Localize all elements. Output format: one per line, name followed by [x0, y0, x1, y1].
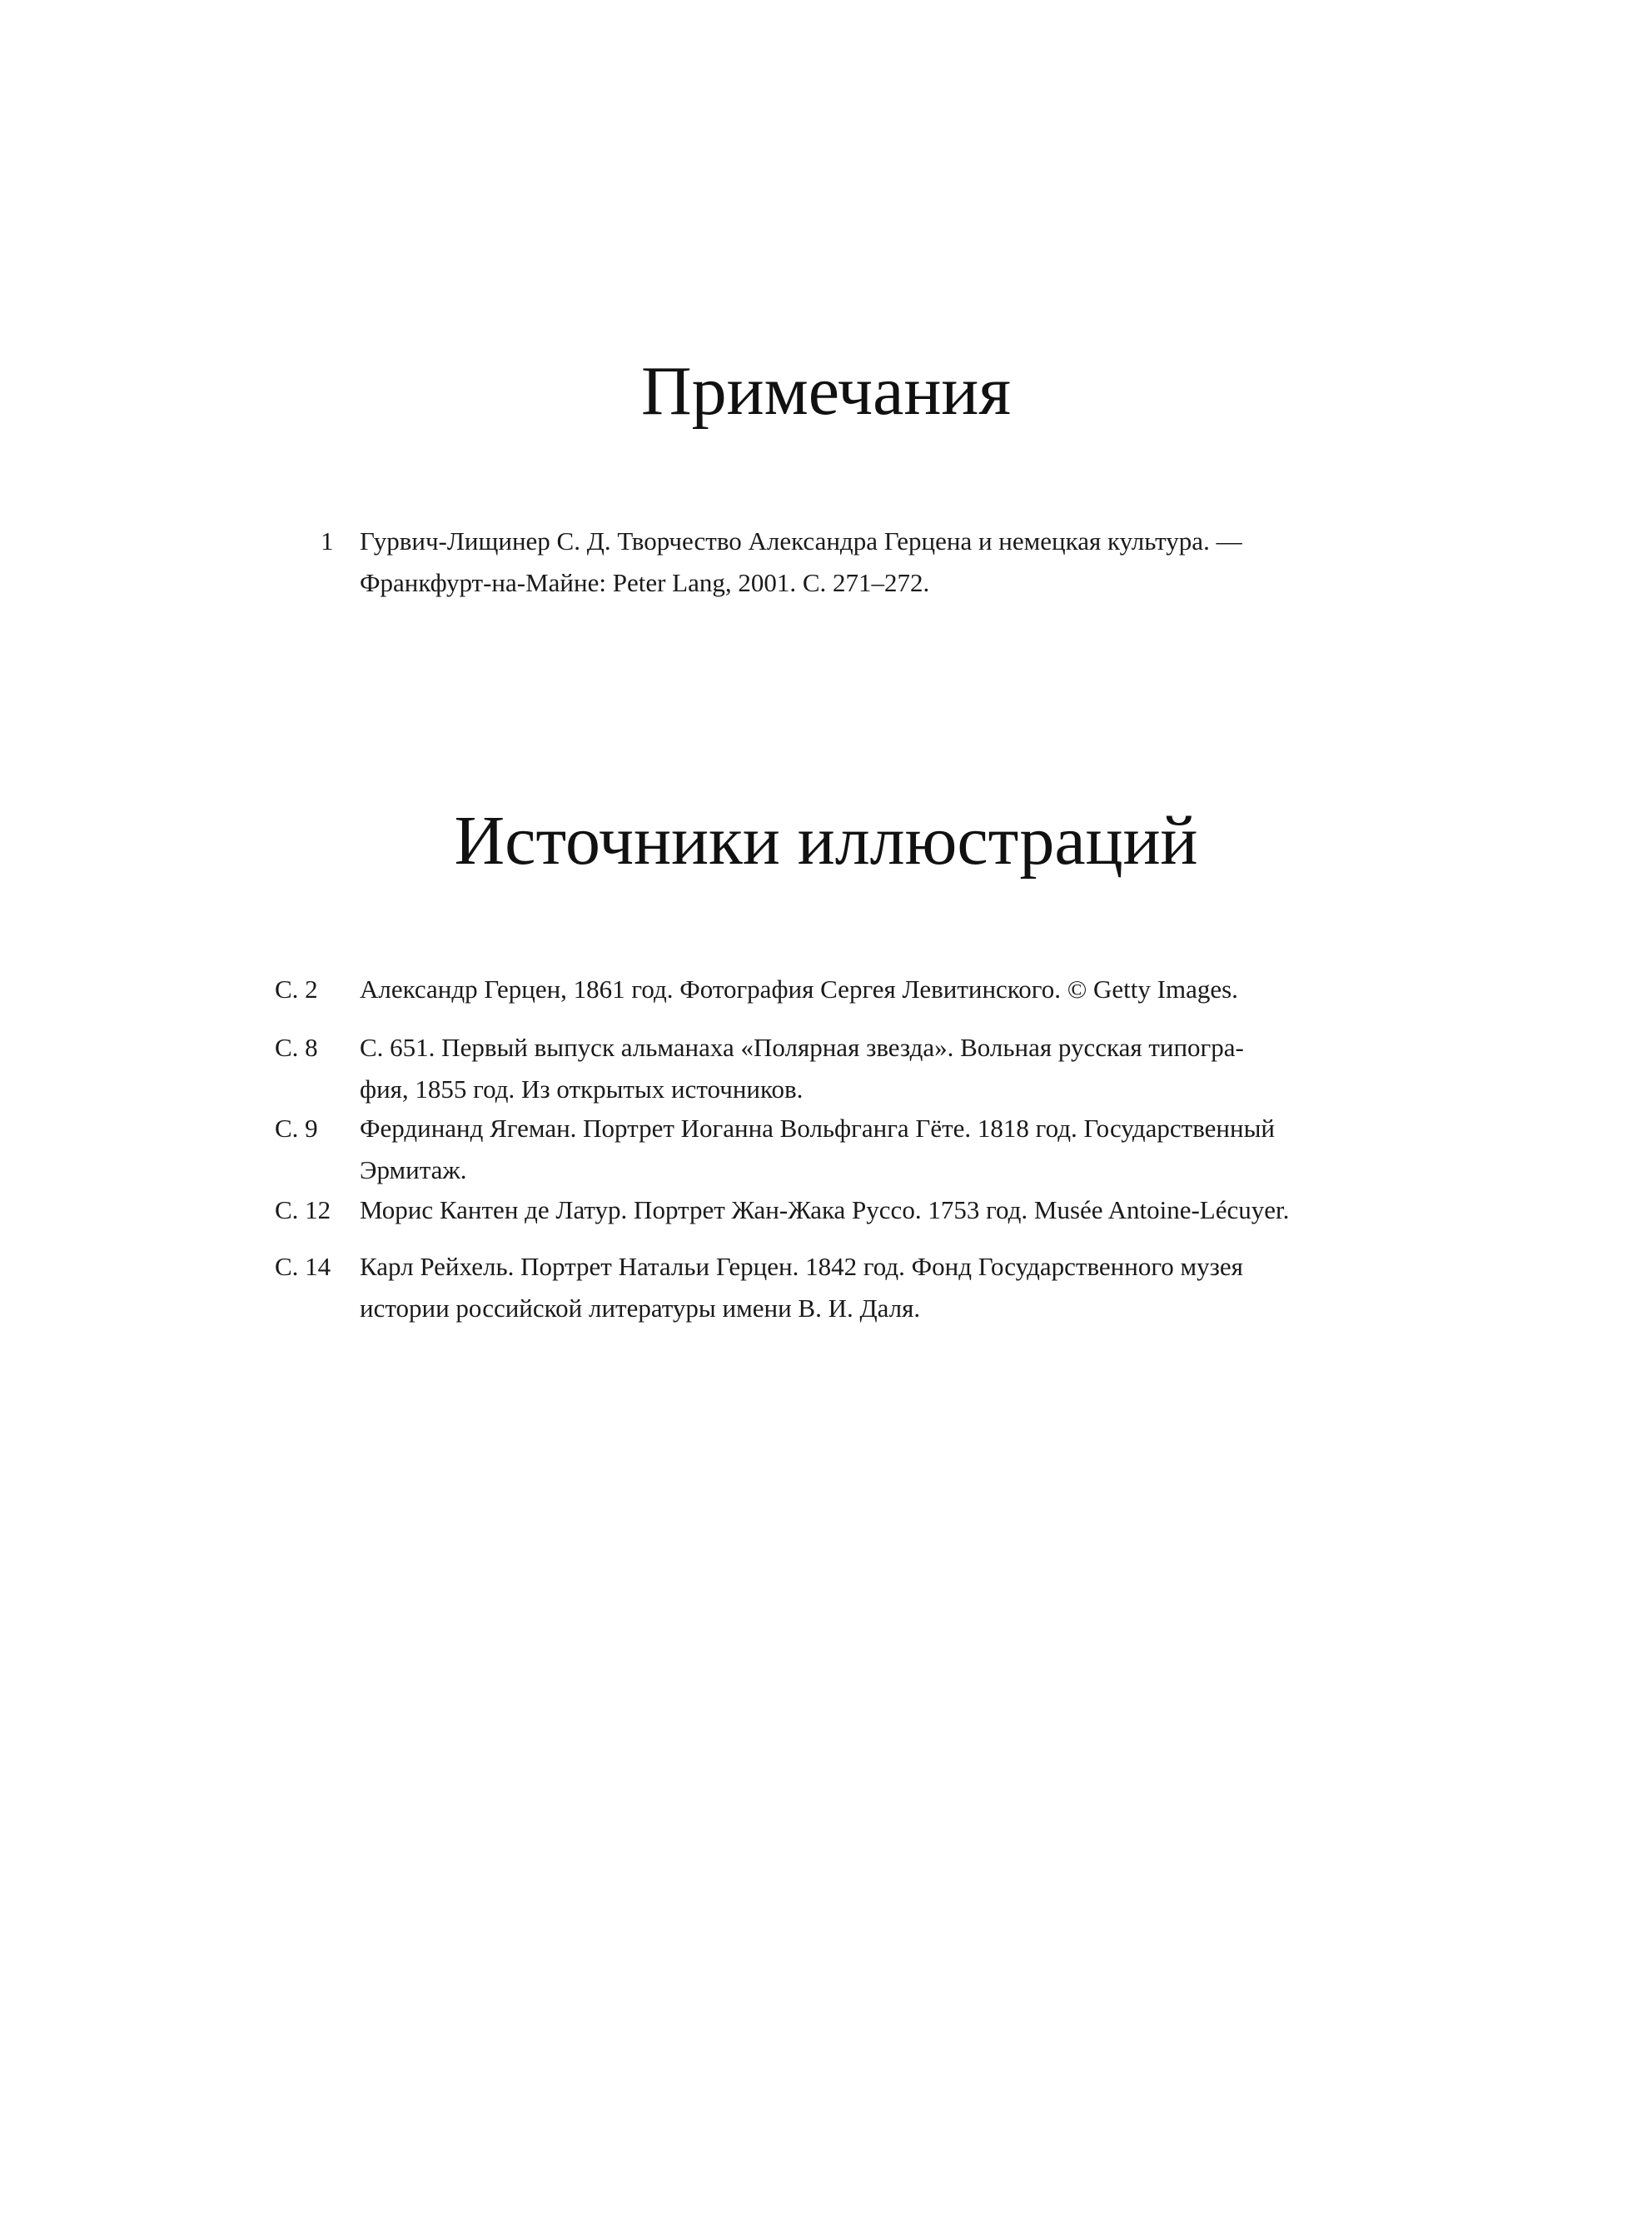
source-page-ref: С. 2 — [275, 974, 318, 1004]
source-text-line: Карл Рейхель. Портрет Натальи Герцен. 1842 год. Фонд Государственного музея — [360, 1252, 1243, 1281]
source-text-line: Эрмитаж. — [360, 1155, 467, 1184]
source-text — [360, 1108, 1407, 1191]
source-text-line: фия, 1855 год. Из открытых источников. — [360, 1074, 804, 1104]
notes-heading: Примечания — [640, 352, 1012, 430]
source-page-ref: С. 14 — [275, 1252, 331, 1281]
source-text — [360, 969, 1407, 1010]
source-text-line: истории российской литературы имени В. И. Даля. — [360, 1293, 921, 1323]
source-page-ref: С. 12 — [275, 1195, 331, 1224]
note-text-line: Франкфурт-на-Майне: Peter Lang, 2001. С. 271–272. — [360, 568, 930, 597]
source-page-ref: С. 8 — [275, 1033, 318, 1062]
source-text-line: Морис Кантен де Латур. Портрет Жан-Жака Руссо. 1753 год. Musée Antoine-Lécuyer. — [360, 1195, 1290, 1224]
source-text — [360, 1189, 1407, 1231]
source-text-line: Фердинанд Ягеман. Портрет Иоганна Вольфганга Гёте. 1818 год. Государственный — [360, 1114, 1276, 1143]
sources-heading: Источники иллюстраций — [454, 802, 1198, 880]
note-text — [360, 521, 1407, 604]
source-text-line: Александр Герцен, 1861 год. Фотография Сергея Левитинского. © Getty Images. — [360, 974, 1238, 1004]
source-text — [360, 1246, 1407, 1329]
note-number: 1 — [321, 526, 334, 556]
source-page-ref: С. 9 — [275, 1114, 318, 1143]
source-text-line: С. 651. Первый выпуск альманаха «Полярная звезда». Вольная русская типогра- — [360, 1033, 1244, 1062]
source-text — [360, 1027, 1407, 1110]
note-text-line: Гурвич-Лищинер С. Д. Творчество Александра Герцена и немецкая культура. — — [360, 526, 1242, 556]
